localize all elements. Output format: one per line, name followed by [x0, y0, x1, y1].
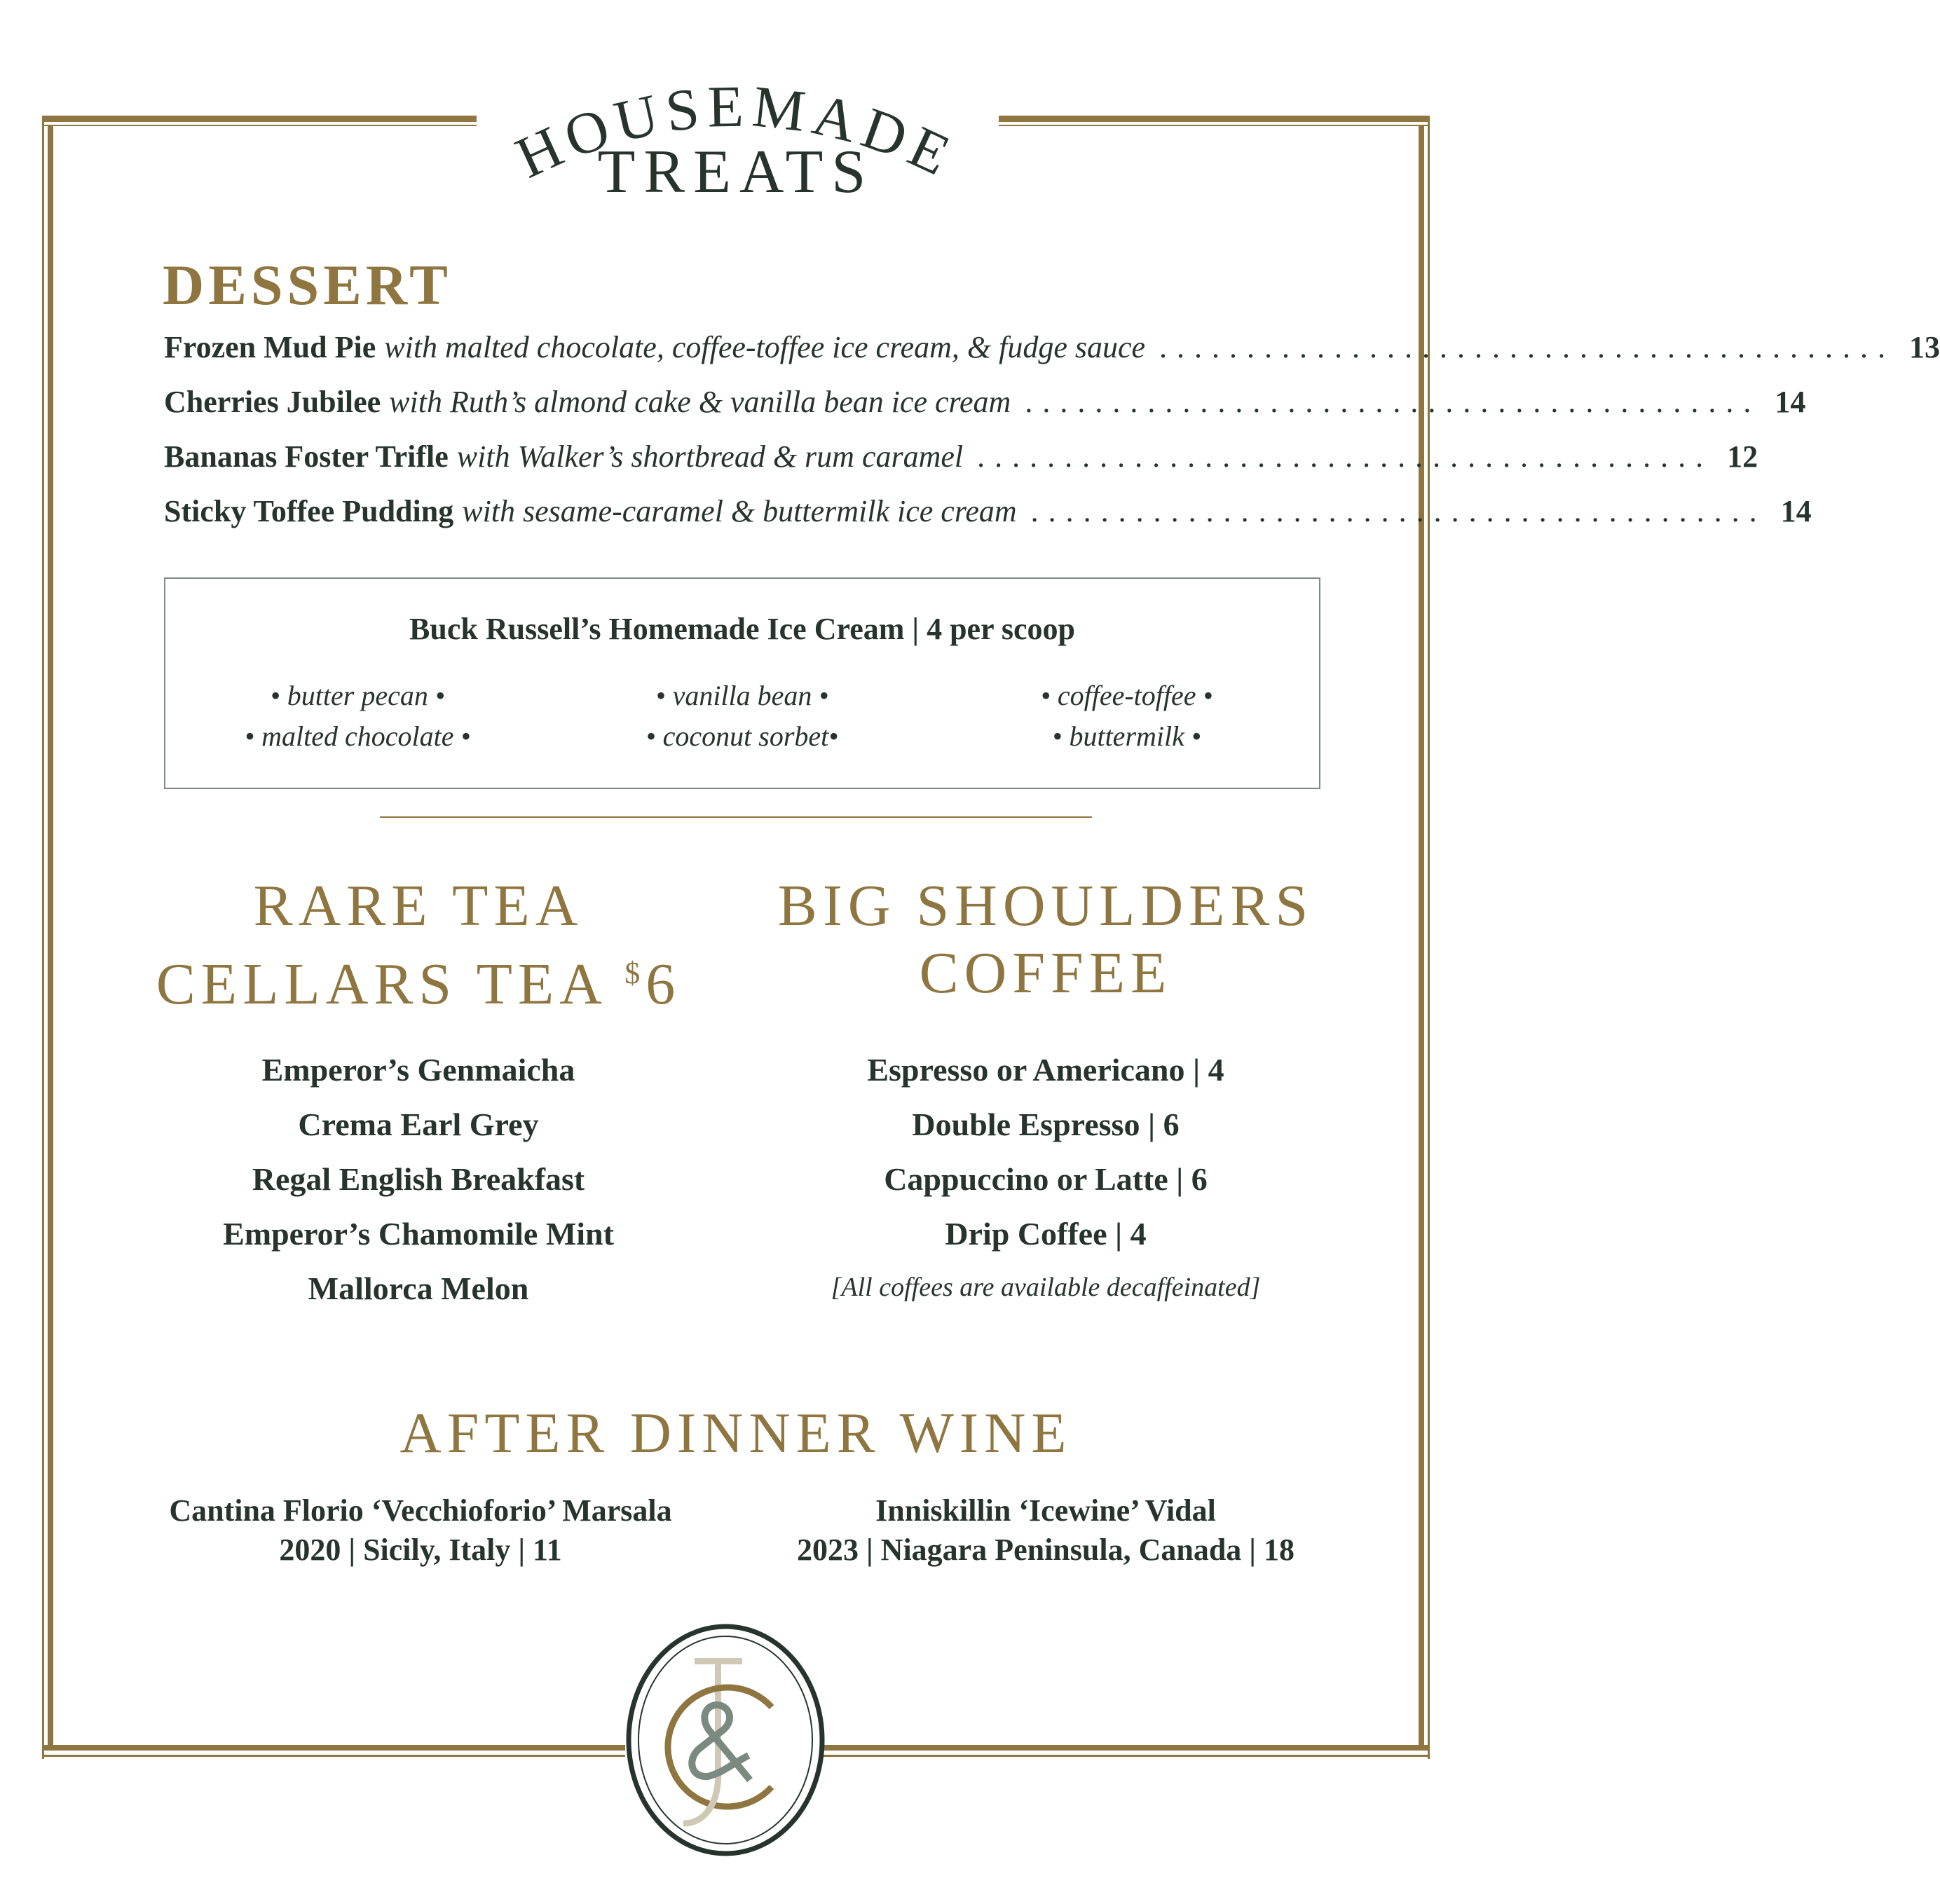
item-name: Bananas Foster Trifle	[164, 439, 449, 474]
coffee-note: [All coffees are available decaffeinated]	[831, 1273, 1261, 1302]
item-name: Cherries Jubilee	[164, 385, 381, 419]
dessert-item	[164, 439, 1758, 474]
wine-detail: 2020 | Sicily, Italy | 11	[279, 1533, 562, 1567]
coffee-list	[730, 1043, 1361, 1261]
dessert-item	[164, 329, 1940, 365]
tea-item: Emperor’s Genmaicha	[261, 1052, 575, 1088]
tea-list	[138, 1043, 699, 1316]
wine-name: Inniskillin ‘Icewine’ Vidal	[875, 1493, 1216, 1528]
flavor: • coffee-toffee •	[1040, 680, 1213, 711]
tea-item: Crema Earl Grey	[298, 1107, 539, 1142]
flavor: • coconut sorbet•	[645, 720, 839, 752]
item-desc: with Ruth’s almond cake & vanilla bean ice cream	[389, 385, 1011, 419]
item-desc: with Walker’s shortbread & rum caramel	[456, 439, 964, 474]
ice-cream-title: Buck Russell’s Homemade Ice Cream | 4 per scoop	[409, 612, 1075, 646]
section-divider	[380, 816, 1092, 818]
dessert-item	[164, 384, 1806, 420]
ice-cream-box	[164, 577, 1320, 789]
coffee-title	[730, 872, 1361, 1007]
coffee-title-line1: BIG SHOULDERS	[777, 873, 1314, 938]
coffee-item: Drip Coffee | 4	[945, 1216, 1147, 1252]
item-price: 13	[1909, 330, 1940, 364]
leader-dots: ..........................................	[1030, 494, 1767, 528]
tea-item: Regal English Breakfast	[252, 1161, 585, 1197]
item-price: 14	[1775, 385, 1806, 419]
wine-detail: 2023 | Niagara Peninsula, Canada | 18	[796, 1533, 1295, 1567]
flavor: • buttermilk •	[1052, 720, 1201, 752]
flavor: • vanilla bean •	[655, 680, 829, 711]
coffee-item: Espresso or Americano | 4	[867, 1052, 1224, 1088]
monogram-logo	[617, 1615, 834, 1868]
wine-item	[730, 1491, 1361, 1570]
item-desc: with sesame-caramel & buttermilk ice cream	[462, 494, 1017, 528]
coffee-item: Cappuccino or Latte | 6	[884, 1161, 1208, 1197]
tea-title-line1: RARE TEA	[253, 873, 584, 938]
item-price: 14	[1780, 494, 1812, 528]
leader-dots: ..........................................	[1025, 385, 1761, 419]
coffee-title-line2: COFFEE	[919, 940, 1173, 1006]
tea-item: Mallorca Melon	[308, 1271, 529, 1306]
price-symbol: $	[624, 956, 646, 990]
leader-dots: ..........................................	[1159, 330, 1896, 364]
flavor: • butter pecan •	[270, 680, 445, 711]
coffee-item: Double Espresso | 6	[912, 1107, 1180, 1142]
wine-name: Cantina Florio ‘Vecchioforio’ Marsala	[169, 1493, 672, 1528]
flavor-grid	[165, 676, 1319, 757]
dessert-item	[164, 493, 1812, 529]
item-name: Frozen Mud Pie	[164, 330, 376, 364]
tea-title	[138, 872, 699, 1018]
dessert-title: DESSERT	[163, 253, 452, 317]
tea-item: Emperor’s Chamomile Mint	[223, 1216, 614, 1252]
tea-title-text: CELLARS TEA	[156, 952, 605, 1017]
header-arc-text: HOUSEMADE	[506, 74, 966, 191]
header-subtitle: TREATS	[597, 138, 875, 206]
leader-dots: ..........................................	[977, 439, 1714, 474]
item-name: Sticky Toffee Pudding	[164, 494, 454, 528]
flavor: • malted chocolate •	[245, 720, 471, 752]
tea-title-line2	[138, 940, 699, 1018]
tea-price: 6	[645, 952, 681, 1017]
wine-item	[105, 1491, 736, 1570]
item-price: 12	[1727, 439, 1758, 474]
wine-title: AFTER DINNER WINE	[399, 1401, 1072, 1465]
item-desc: with malted chocolate, coffee-toffee ice cream, & fudge sauce	[384, 330, 1146, 364]
